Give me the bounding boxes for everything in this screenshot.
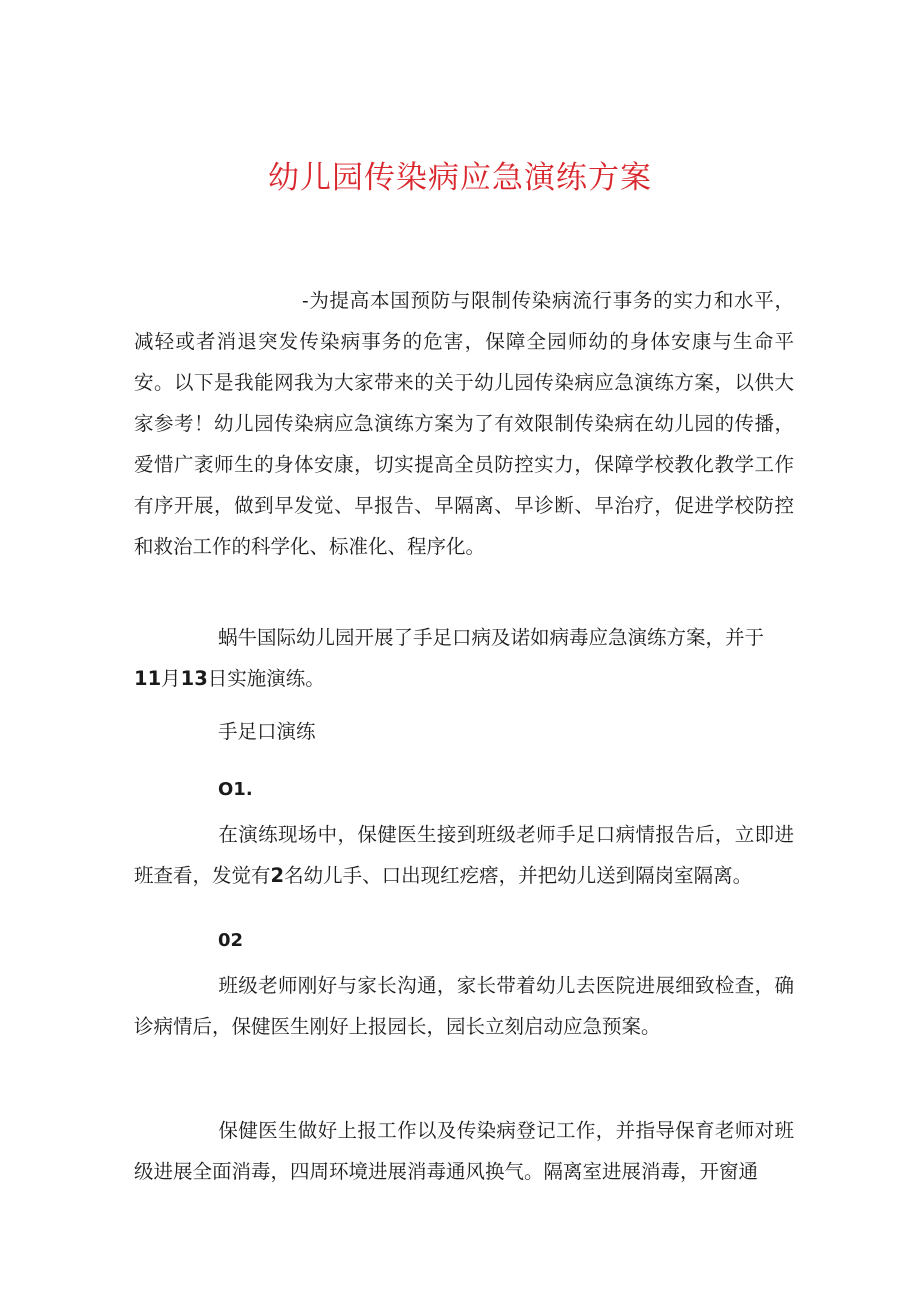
step-1-label: O1.: [218, 779, 253, 800]
event-day: 13: [180, 667, 208, 690]
event-tail: 日实施演练。: [207, 667, 325, 690]
event-paragraph: [134, 617, 794, 699]
step-1-text-b: 名幼儿手、口出现红疙瘩，并把幼儿送到隔岗室隔离。: [284, 864, 753, 887]
intro-paragraph: [134, 280, 794, 567]
step-3-paragraph: [134, 1110, 794, 1192]
step-1-paragraph: [134, 814, 794, 896]
intro-text: -为提高本国预防与限制传染病流行事务的实力和水平，减轻或者消退突发传染病事务的危害，保障全园师幼的身体安康与生命平安。以下是我能网我为大家带来的关于幼儿园传染病应急演练方案，以供大家参考！幼儿园传染病应急演练方案为了有效限制传染病在幼儿园的传播，爱惜广袤师生的身体安康，切实提高全员防控实力，保障学校教化教学工作有序开展，做到早发觉、早报告、早隔离、早诊断、早治疗，促进学校防控和救治工作的科学化、标准化、程序化。: [134, 289, 794, 558]
section-heading: 手足口演练: [218, 720, 316, 743]
step-2-text: 班级老师刚好与家长沟通，家长带着幼儿去医院进展细致检查，确诊病情后，保健医生刚好上报园长，园长立刻启动应急预案。: [134, 974, 794, 1038]
step-1-text-a: 在演练现场中，保健医生接到班级老师手足口病情报告后，立即进班查看，发觉有: [134, 823, 794, 887]
step-3-text: 保健医生做好上报工作以及传染病登记工作，并指导保育老师对班级进展全面消毒，四周环境进展消毒通风换气。隔离室进展消毒，开窗通: [134, 1119, 794, 1183]
document-title: 幼儿园传染病应急演练方案: [268, 160, 652, 196]
event-month: 11: [134, 667, 162, 690]
step-2-paragraph: [134, 965, 794, 1047]
step-1-count: 2: [270, 864, 285, 887]
event-text: 蜗牛国际幼儿园开展了手足口病及诺如病毒应急演练方案，并于: [218, 626, 765, 649]
event-month-char: 月: [161, 667, 181, 690]
step-2-label: 02: [218, 930, 244, 951]
